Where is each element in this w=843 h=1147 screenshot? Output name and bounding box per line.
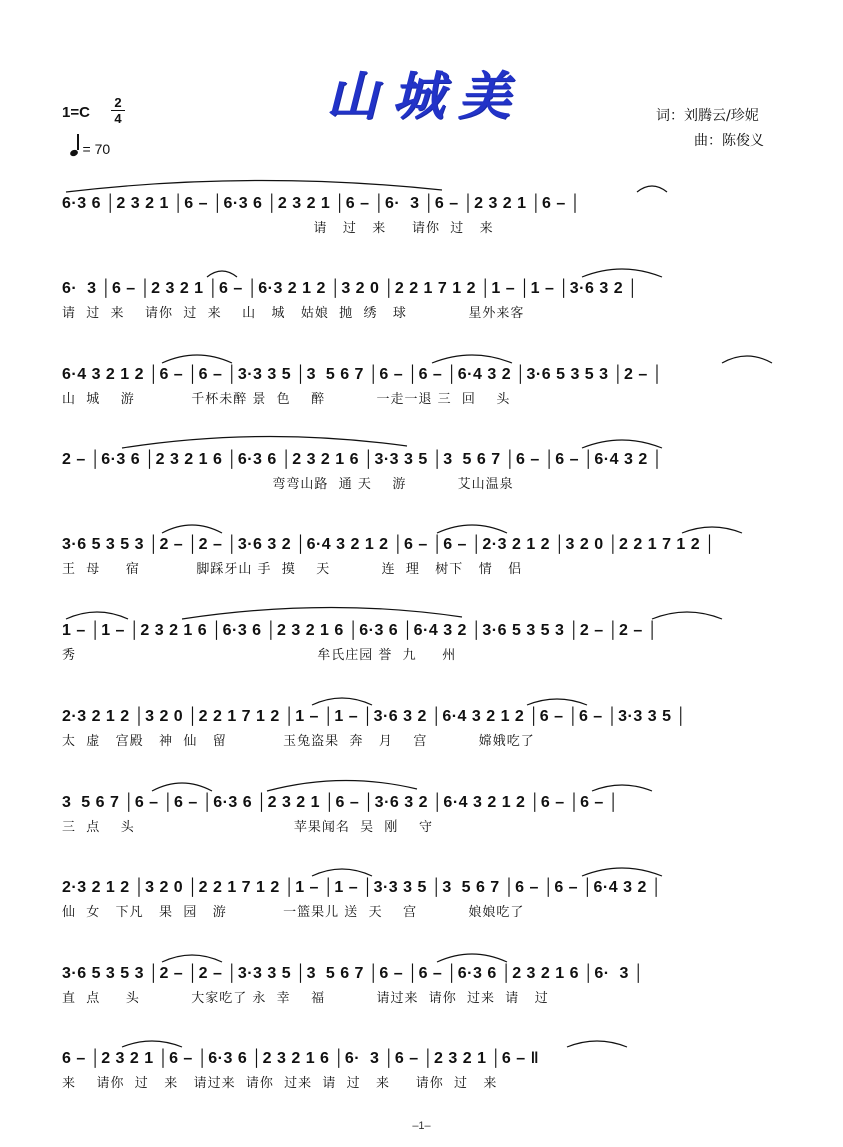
lyrics-line: 太 虚 宫殿 神 仙 留 玉兔盗果 奔 月 宫 嫦娥吃了 [62, 734, 535, 749]
notation-line: 3·6 5 3 5 3 │2 – │2 – │3·3 3 5 │3 5 6 7 │6 – │6 – │6·3 6 │2 3 2 1 6 │6· 3 │ [62, 965, 645, 982]
notation-line: 2 – │6·3 6 │2 3 2 1 6 │6·3 6 │2 3 2 1 6 │3·3 3 5 │3 5 6 7 │6 – │6 – │6·4 3 2 │ [62, 451, 664, 468]
notation-line: 6 – │2 3 2 1 │6 – │6·3 6 │2 3 2 1 6 │6· 3 │6 – │2 3 2 1 │6 – ‖ [62, 1050, 540, 1067]
score-line [62, 176, 778, 246]
tempo-value: = 70 [82, 141, 111, 157]
notation-line: 1 – │1 – │2 3 2 1 6 │6·3 6 │2 3 2 1 6 │6·3 6 │6·4 3 2 │3·6 5 3 5 3 │2 – │2 – │ [62, 622, 659, 639]
lyrics-line: 王 母 宿 脚踩牙山 手 摸 天 连 理 树下 情 侣 [62, 562, 523, 577]
lyrics-line: 秀 牟氏庄园 誉 九 州 [62, 648, 457, 663]
quarter-note-icon [69, 149, 79, 157]
lyrics-line: 弯弯山路 通 天 游 艾山温泉 [62, 477, 514, 492]
score-line [62, 432, 778, 502]
score-line [62, 603, 778, 673]
score-line [62, 775, 778, 845]
score-line [62, 860, 778, 930]
time-numerator: 2 [114, 95, 122, 110]
score-line [62, 689, 778, 759]
time-signature [110, 95, 126, 126]
lyrics-line: 请 过 来 请你 过 来 山 城 姑娘 抛 绣 球 星外来客 [62, 306, 525, 321]
notation-line: 2·3 2 1 2 │3 2 0 │2 2 1 7 1 2 │1 – │1 – │3·3 3 5 │3 5 6 7 │6 – │6 – │6·4 3 2 │ [62, 879, 663, 896]
lyrics-line: 来 请你 过 来 请过来 请你 过来 请 过 来 请你 过 来 [62, 1076, 498, 1091]
time-denominator: 4 [114, 111, 122, 126]
notation-line: 6· 3 │6 – │2 3 2 1 │6 – │6·3 2 1 2 │3 2 0 │2 2 1 7 1 2 │1 – │1 – │3·6 3 2 │ [62, 280, 639, 297]
score-line [62, 347, 778, 417]
note-stem-icon [77, 134, 79, 150]
key-signature: 1=C [62, 104, 90, 121]
lyrics-line: 仙 女 下凡 果 园 游 一篮果儿 送 天 宫 娘娘吃了 [62, 905, 525, 920]
credits [656, 104, 764, 154]
score-line [62, 517, 778, 587]
lyricist-credit: 词：刘腾云/珍妮 [656, 108, 759, 124]
score-line [62, 261, 778, 331]
score-line [62, 946, 778, 1016]
page-number: –1– [412, 1120, 431, 1132]
score-line [62, 1031, 778, 1101]
song-title: 山城美 [326, 66, 525, 127]
lyrics-line: 直 点 头 大家吃了 永 幸 福 请过来 请你 过来 请 过 [62, 991, 549, 1006]
lyrics-line: 山 城 游 千杯未醉 景 色 醉 一走一退 三 回 头 [62, 392, 511, 407]
tempo-marking [70, 138, 110, 157]
notation-line: 3·6 5 3 5 3 │2 – │2 – │3·6 3 2 │6·4 3 2 1 2 │6 – │6 – │2·3 2 1 2 │3 2 0 │2 2 1 7 1 2 │ [62, 536, 716, 553]
lyrics-line: 请 过 来 请你 过 来 [62, 221, 494, 236]
notation-line: 6·3 6 │2 3 2 1 │6 – │6·3 6 │2 3 2 1 │6 – │6· 3 │6 – │2 3 2 1 │6 – │ [62, 195, 582, 212]
composer-credit: 曲：陈俊义 [694, 133, 764, 149]
notation-line: 3 5 6 7 │6 – │6 – │6·3 6 │2 3 2 1 │6 – │3·6 3 2 │6·4 3 2 1 2 │6 – │6 – │ [62, 794, 620, 811]
notation-line: 6·4 3 2 1 2 │6 – │6 – │3·3 3 5 │3 5 6 7 │6 – │6 – │6·4 3 2 │3·6 5 3 5 3 │2 – │ [62, 366, 664, 383]
lyrics-line: 三 点 头 苹果闻名 吴 刚 守 [62, 820, 433, 835]
notation-line: 2·3 2 1 2 │3 2 0 │2 2 1 7 1 2 │1 – │1 – │3·6 3 2 │6·4 3 2 1 2 │6 – │6 – │3·3 3 5 │ [62, 708, 687, 725]
